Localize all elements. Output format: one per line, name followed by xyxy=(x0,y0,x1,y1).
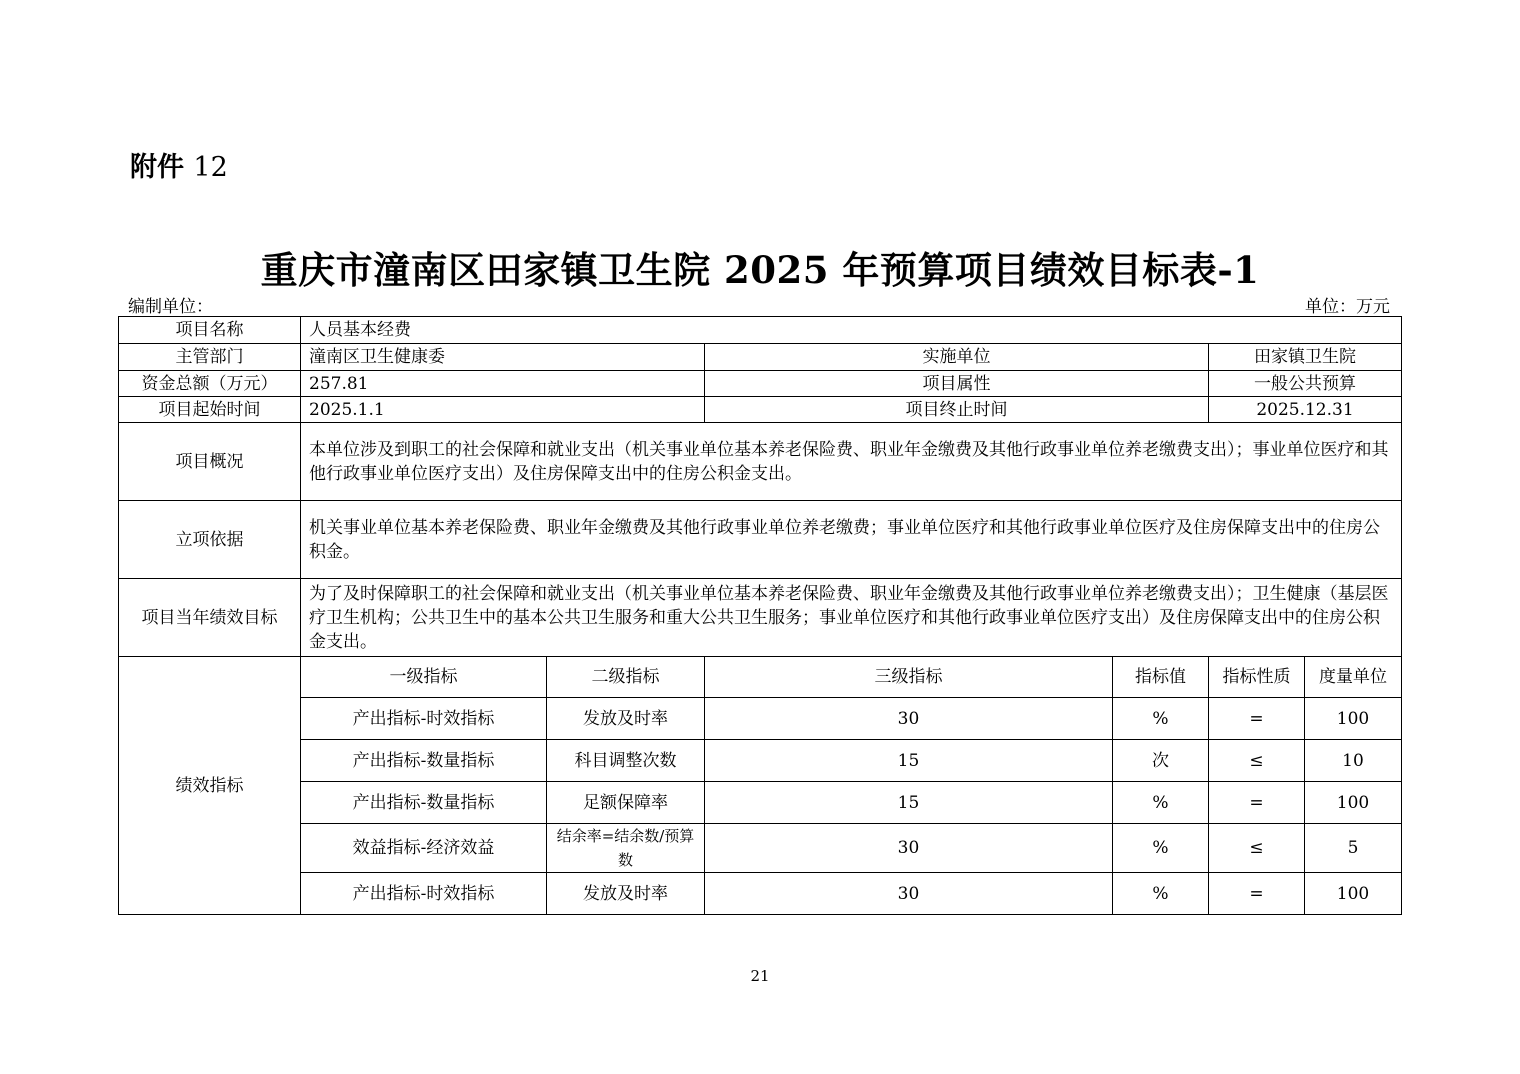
nature-cell: ≤ xyxy=(1209,824,1305,873)
indicator-row xyxy=(119,824,1402,873)
level2-cell: 足额保障率 xyxy=(547,782,705,824)
project-name-value: 人员基本经费 xyxy=(301,317,1402,344)
row-period xyxy=(119,397,1402,423)
level1-cell: 产出指标-时效指标 xyxy=(301,698,547,740)
basis-text: 机关事业单位基本养老保险费、职业年金缴费及其他行政事业单位养老缴费；事业单位医疗和其他行政事业单位医疗及住房保障支出中的住房公积金。 xyxy=(301,501,1402,579)
end-label: 项目终止时间 xyxy=(705,397,1209,423)
level3-cell: 30 xyxy=(705,824,1113,873)
row-basis xyxy=(119,501,1402,579)
level2-cell: 科目调整次数 xyxy=(547,740,705,782)
unit-cell: 100 xyxy=(1305,782,1402,824)
unit-label: 单位：万元 xyxy=(1305,297,1390,317)
header-level2: 二级指标 xyxy=(547,657,705,698)
nature-cell: = xyxy=(1209,698,1305,740)
nature-cell: = xyxy=(1209,782,1305,824)
overview-text: 本单位涉及到职工的社会保障和就业支出（机关事业单位基本养老保险费、职业年金缴费及其他行政事业单位养老缴费支出）；事业单位医疗和其他行政事业单位医疗支出）及住房保障支出中的住房公积金支出。 xyxy=(301,423,1402,501)
basis-label: 立项依据 xyxy=(119,501,301,579)
unit-cell: 10 xyxy=(1305,740,1402,782)
level1-cell: 产出指标-数量指标 xyxy=(301,782,547,824)
attachment-number: 12 xyxy=(193,152,228,183)
goal-text: 为了及时保障职工的社会保障和就业支出（机关事业单位基本养老保险费、职业年金缴费及其他行政事业单位养老缴费支出）；卫生健康（基层医疗卫生机构；公共卫生中的基本公共卫生服务和重大公共卫生服务；事业单位医疗和其他行政事业单位医疗支出）及住房保障支出中的住房公积金支出。 xyxy=(301,579,1402,657)
row-department xyxy=(119,344,1402,371)
unit-cell: 100 xyxy=(1305,698,1402,740)
goal-label: 项目当年绩效目标 xyxy=(119,579,301,657)
attachment-text: 附件 xyxy=(130,152,184,183)
project-name-label: 项目名称 xyxy=(119,317,301,344)
level3-cell: 15 xyxy=(705,782,1113,824)
header-level1: 一级指标 xyxy=(301,657,547,698)
row-funds xyxy=(119,371,1402,397)
row-goal xyxy=(119,579,1402,657)
funds-label: 资金总额（万元） xyxy=(119,371,301,397)
level3-cell: 15 xyxy=(705,740,1113,782)
prepared-by-label: 编制单位： xyxy=(128,297,213,317)
level2-cell: 结余率=结余数/预算数 xyxy=(547,824,705,873)
dept-label: 主管部门 xyxy=(119,344,301,371)
indicator-row xyxy=(119,740,1402,782)
nature-cell: ≤ xyxy=(1209,740,1305,782)
unit-cell: 5 xyxy=(1305,824,1402,873)
level1-cell: 产出指标-数量指标 xyxy=(301,740,547,782)
header-unit: 度量单位 xyxy=(1305,657,1402,698)
level2-cell: 发放及时率 xyxy=(547,873,705,915)
end-value: 2025.12.31 xyxy=(1209,397,1402,423)
impl-unit-value: 田家镇卫生院 xyxy=(1209,344,1402,371)
performance-target-table xyxy=(118,316,1402,915)
attr-value: 一般公共预算 xyxy=(1209,371,1402,397)
value-cell: % xyxy=(1113,782,1209,824)
header-level3: 三级指标 xyxy=(705,657,1113,698)
header-value: 指标值 xyxy=(1113,657,1209,698)
indicators-section-label: 绩效指标 xyxy=(119,657,301,915)
attachment-label xyxy=(130,145,228,184)
value-cell: 次 xyxy=(1113,740,1209,782)
nature-cell: = xyxy=(1209,873,1305,915)
level3-cell: 30 xyxy=(705,698,1113,740)
row-project-name xyxy=(119,317,1402,344)
value-cell: % xyxy=(1113,873,1209,915)
indicator-row xyxy=(119,873,1402,915)
level1-cell: 效益指标-经济效益 xyxy=(301,824,547,873)
level2-cell: 发放及时率 xyxy=(547,698,705,740)
indicator-row xyxy=(119,782,1402,824)
page-number: 21 xyxy=(750,967,770,985)
level1-cell: 产出指标-时效指标 xyxy=(301,873,547,915)
dept-value: 潼南区卫生健康委 xyxy=(301,344,705,371)
level3-cell: 30 xyxy=(705,873,1113,915)
document-title: 重庆市潼南区田家镇卫生院 2025 年预算项目绩效目标表-1 xyxy=(260,248,1260,292)
start-value: 2025.1.1 xyxy=(301,397,705,423)
unit-cell: 100 xyxy=(1305,873,1402,915)
impl-unit-label: 实施单位 xyxy=(705,344,1209,371)
header-nature: 指标性质 xyxy=(1209,657,1305,698)
indicator-header-row xyxy=(119,657,1402,698)
start-label: 项目起始时间 xyxy=(119,397,301,423)
overview-label: 项目概况 xyxy=(119,423,301,501)
indicator-row xyxy=(119,698,1402,740)
value-cell: % xyxy=(1113,698,1209,740)
funds-value: 257.81 xyxy=(301,371,705,397)
attr-label: 项目属性 xyxy=(705,371,1209,397)
row-overview xyxy=(119,423,1402,501)
value-cell: % xyxy=(1113,824,1209,873)
